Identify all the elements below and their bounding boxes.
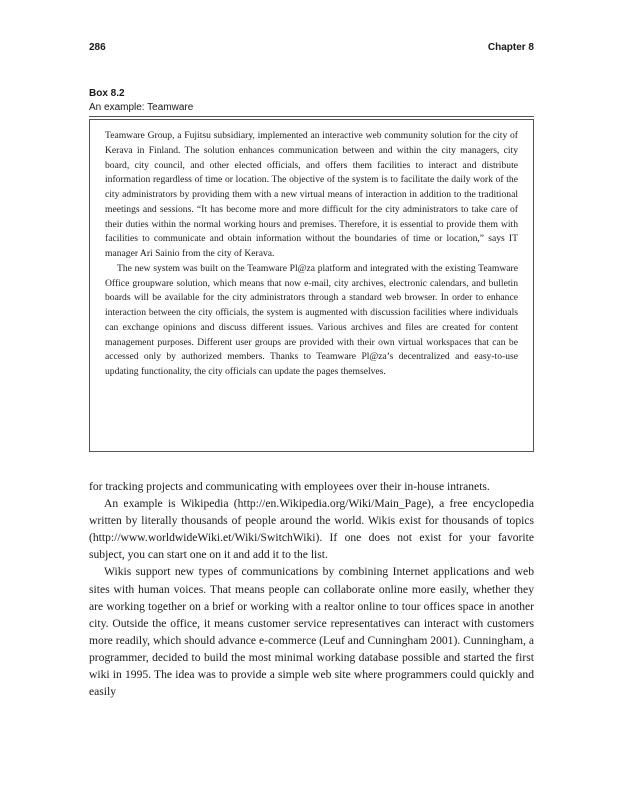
body-text [89,478,534,700]
box-label: Box 8.2 [89,88,125,99]
box-paragraph: The new system was built on the Teamware Pl@za platform and integrated with the existing Teamware Office groupware solution, which means that now e-mail, city archives, electronic calendars, and bulletin boards will be available for the city administrators through a standard web browser. In order to enhance interaction between the city officials, the system is augmented with discussion facilities where individuals can exchange opinions and discuss different issues. Various archives and files are created for content management purposes. Different user groups are provided with their own virtual workspaces that can be accessed only by authorized members. Thanks to Teamware Pl@za’s decentralized and easy-to-use updating functionality, the city officials can update the pages themselves. [105,262,518,377]
box-paragraph: Teamware Group, a Fujitsu subsidiary, implemented an interactive web community solution for the city of Kerava in Finland. The solution enhances communication between and within the city managers, city board, city council, and other elected officials, and offers them facilities to interact and distribute information regardless of time or location. The objective of the system is to facilitate the daily work of the city administrators by providing them with a new virtual means of interaction in addition to the traditional meetings and sessions. “It has become more and more difficult for the city administrators to take care of their duties within the normal working hours and premises. Therefore, it is essential to provide them with facilities to communicate and obtain information without the boundaries of time or location,” says IT manager Ari Sainio from the city of Kerava. [105,130,518,259]
body-paragraph: An example is Wikipedia (http://en.Wikipedia.org/Wiki/Main_Page), a free encyclopedia written by literally thousands of people around the world. Wikis exist for thousands of topics (http://www.worldwideWiki.et/Wiki/SwitchWiki). If one does not exist for your favorite subject, you can start one on it and add it to the list. [89,497,534,562]
page-header [89,42,534,56]
body-paragraph: for tracking projects and communicating with employees over their in-house intranets. [89,480,490,493]
box-title: An example: Teamware [89,102,194,113]
running-head: Chapter 8 [487,42,534,53]
box-heading-rule [89,116,534,117]
page-number: 286 [89,42,106,53]
body-paragraph: Wikis support new types of communications by combining Internet applications and web sites with human voices. That means people can collaborate online more easily, whether they are working together on a brief or working with a realtor online to tour offices space in another city. Outside the office, it means customer service representatives can interact with customers more readily, which should advance e-commerce (Leuf and Cunningham 2001). Cunningham, a programmer, decided to build the most minimal working database possible and started the first wiki in 1995. The idea was to provide a simple web site where programmers could quickly and easily [89,565,534,699]
sidebar-box [89,119,534,452]
box-heading [89,87,534,115]
